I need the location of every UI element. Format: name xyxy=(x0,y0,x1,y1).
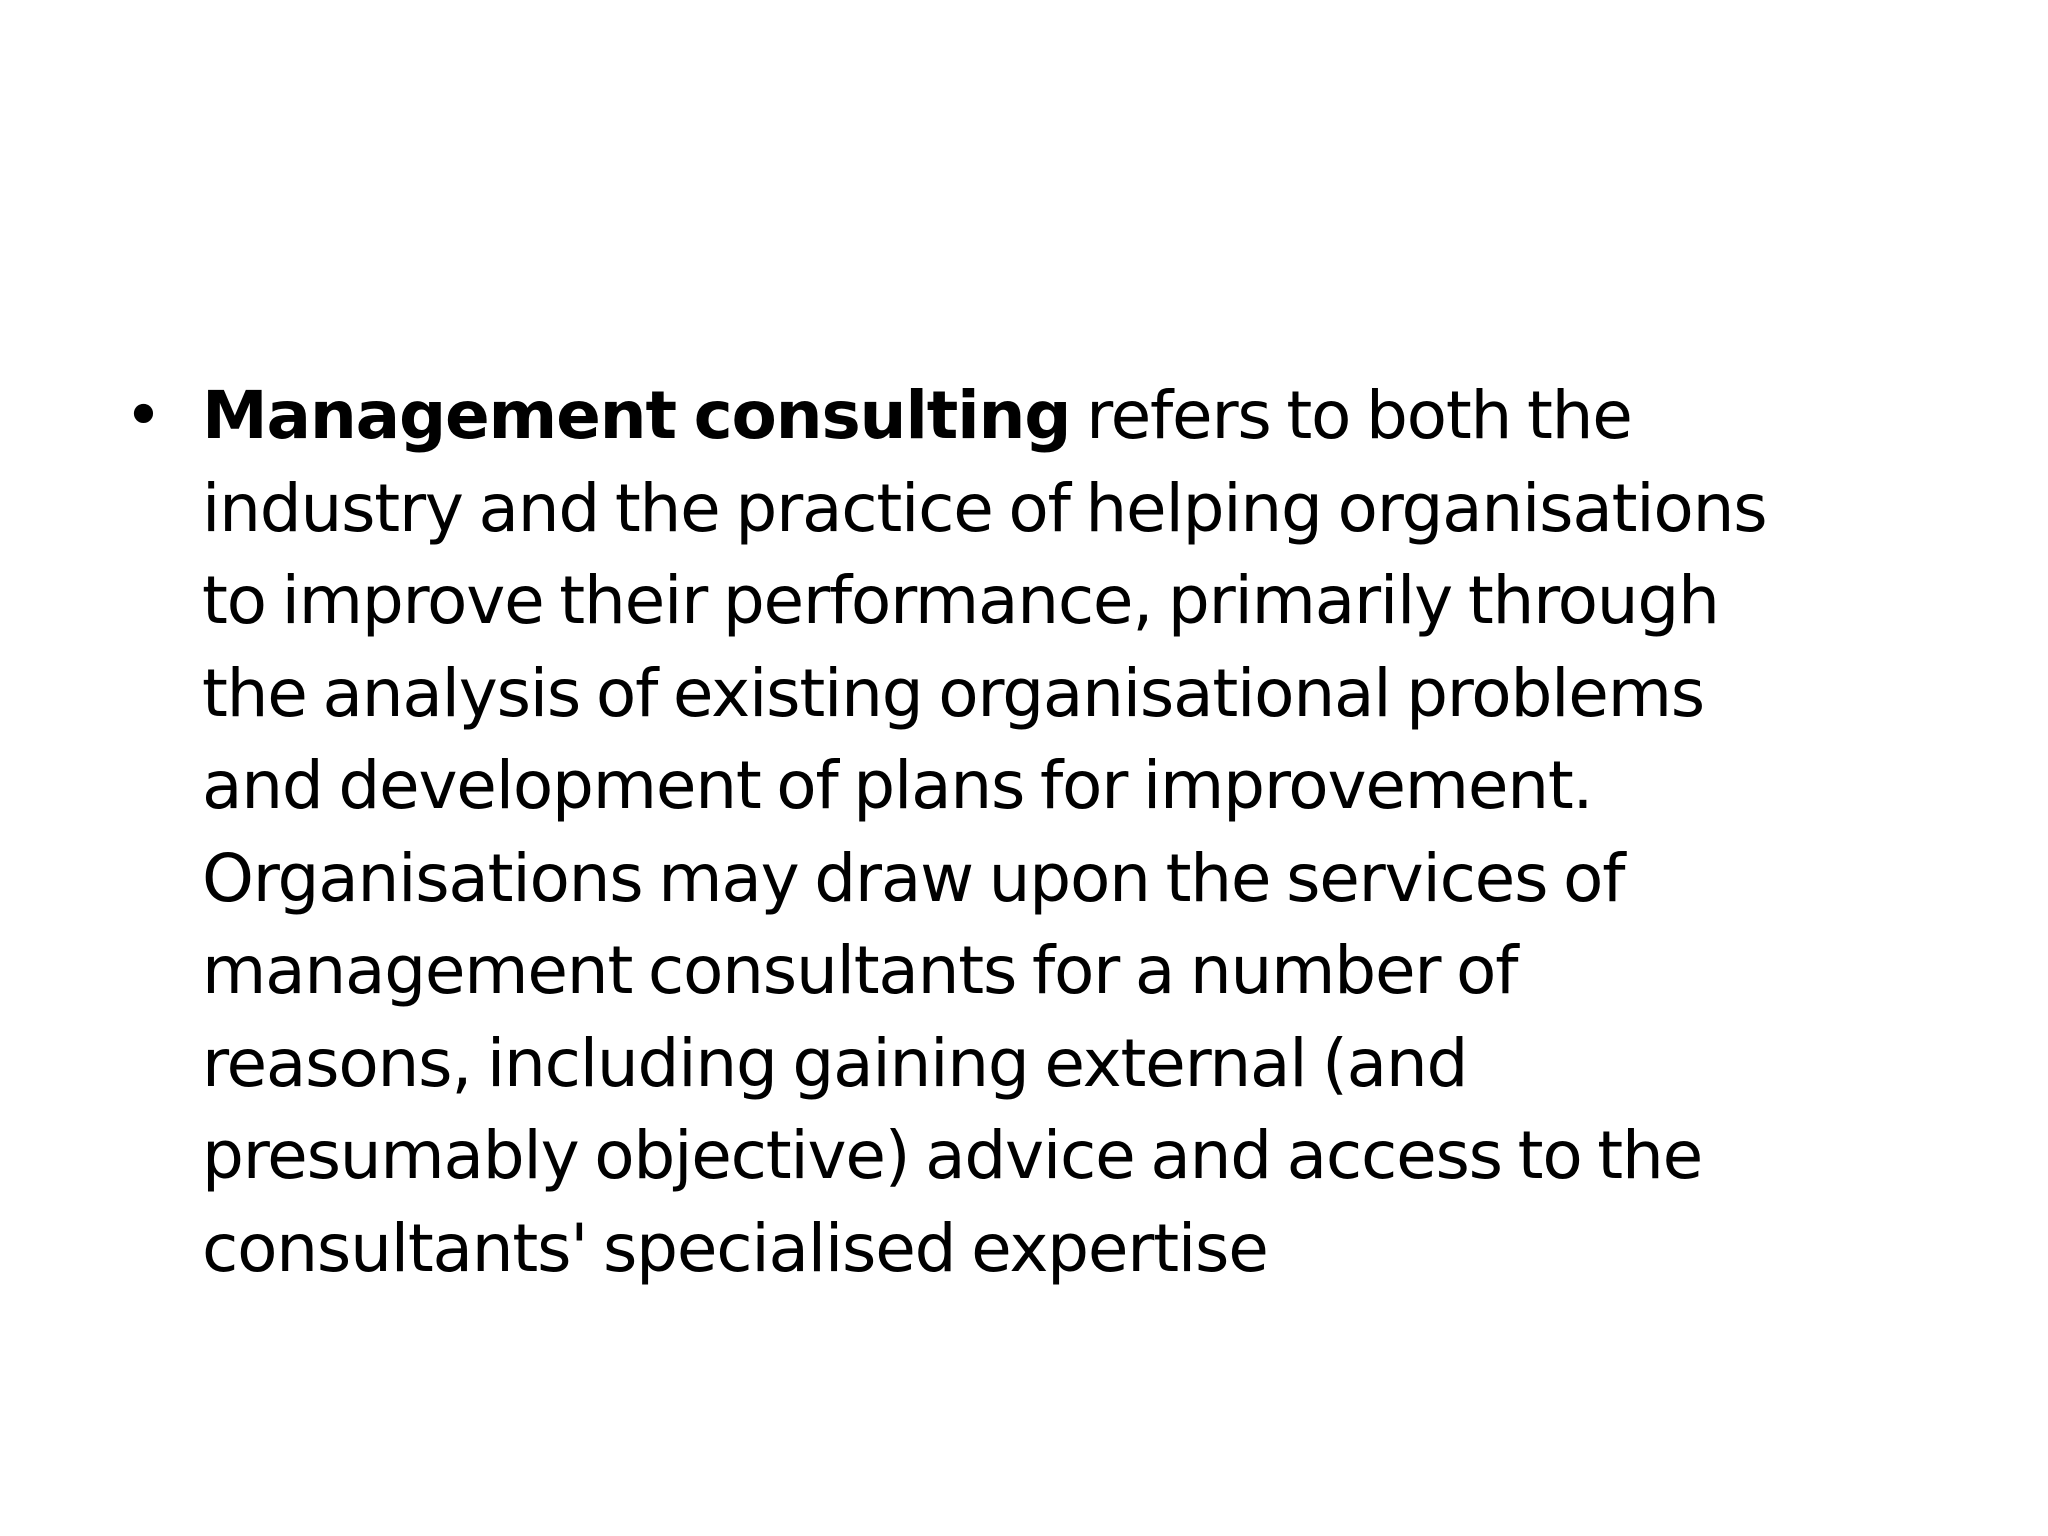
bullet-list xyxy=(120,370,1960,1295)
paragraph-line-1 xyxy=(202,370,1960,463)
paragraph-line-2: industry and the practice of helping organisations xyxy=(202,469,1767,547)
paragraph-line-9: presumably objective) advice and access to the xyxy=(202,1117,1702,1194)
paragraph-line-8: reasons, including gaining external (and xyxy=(202,1024,1468,1102)
lead-term: Management consulting xyxy=(202,377,1071,454)
paragraph-line-6: Organisations may draw upon the services of xyxy=(202,839,1625,917)
paragraph-line-7: management consultants for a number of xyxy=(202,932,1518,1009)
paragraph-line-4: the analysis of existing organisational problems xyxy=(202,654,1704,732)
bullet-item xyxy=(120,370,1960,1295)
paragraph-line-3: to improve their performance, primarily through xyxy=(202,562,1719,639)
bullet-icon: • xyxy=(124,377,162,454)
line-text: refers to both the xyxy=(1070,377,1632,454)
paragraph-line-10: consultants' specialised expertise xyxy=(202,1209,1268,1287)
paragraph-line-5: and development of plans for improvement. xyxy=(202,747,1593,824)
